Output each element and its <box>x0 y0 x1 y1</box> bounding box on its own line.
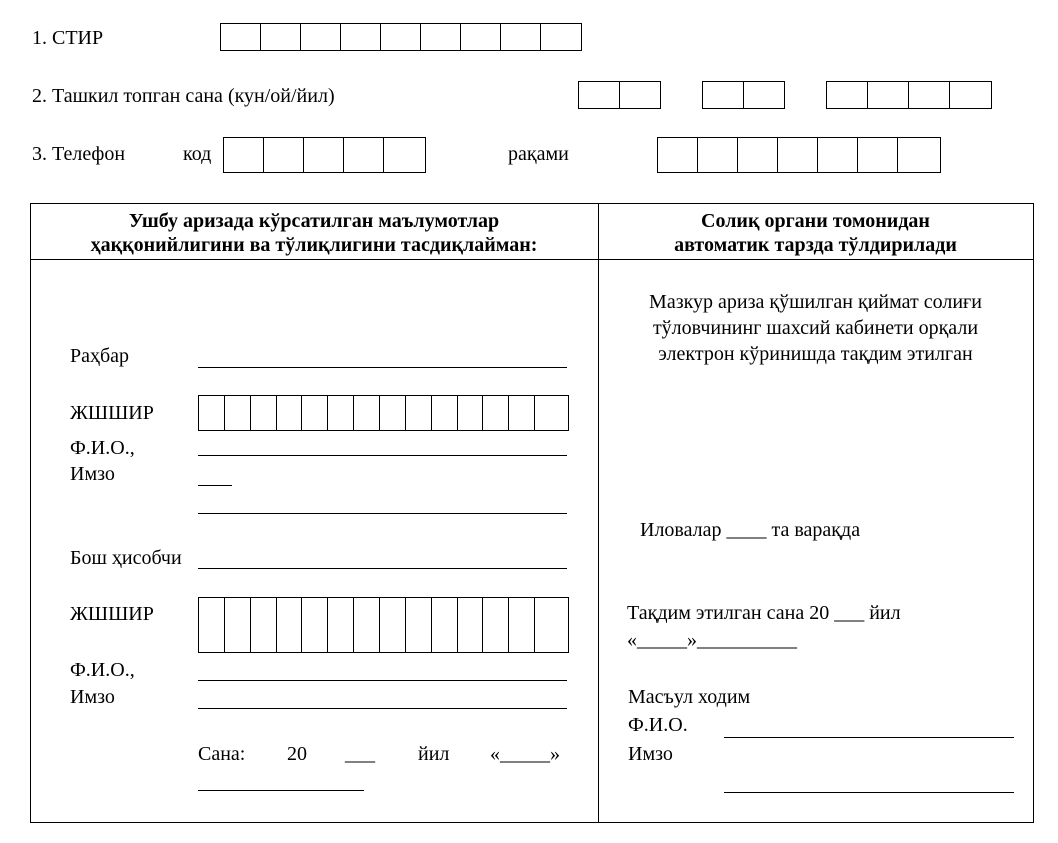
date-month-line[interactable] <box>198 790 364 791</box>
imzo-short-line-head[interactable] <box>198 485 232 486</box>
officer-fio-line[interactable] <box>724 737 1014 738</box>
head-signature-line[interactable] <box>198 367 567 368</box>
fio-label-accountant: Ф.И.О., <box>70 659 135 681</box>
stir-input-boxes[interactable] <box>220 23 582 51</box>
notice-line1: Мазкур ариза қўшилган қиймат солиғи <box>649 291 982 313</box>
jshshir-boxes-head[interactable] <box>198 395 569 431</box>
officer-imzo-line[interactable] <box>724 792 1014 793</box>
left-header-line2: ҳаққонийлигини ва тўлиқлигини тасдиқлайман: <box>90 234 538 256</box>
phone-number-label: рақами <box>508 143 569 165</box>
founded-date-label: 2. Ташкил топган сана (кун/ой/йил) <box>32 85 335 107</box>
table-left-border <box>30 203 31 823</box>
fio-line-accountant[interactable] <box>198 680 567 681</box>
table-bottom-border <box>30 822 1034 823</box>
date-year-word: йил <box>418 743 450 765</box>
fio-label-head: Ф.И.О., <box>70 437 135 459</box>
left-header-line1: Ушбу аризада кўрсатилган маълумотлар <box>128 210 500 232</box>
date-year-prefix: 20 <box>287 743 307 765</box>
head-label: Раҳбар <box>70 345 130 367</box>
phone-code-label: код <box>183 143 212 165</box>
date-label: Сана: <box>198 743 246 765</box>
imzo-label-head: Имзо <box>70 463 115 485</box>
jshshir-label-head: ЖШШИР <box>70 402 154 424</box>
date-day-blank[interactable]: «_____» <box>490 743 560 765</box>
right-header-line2: автоматик тарзда тўлдирилади <box>674 234 957 256</box>
table-right-border <box>1033 203 1034 823</box>
phone-number-boxes[interactable] <box>657 137 941 173</box>
table-top-border <box>30 203 1034 204</box>
founded-month-boxes[interactable] <box>702 81 785 109</box>
attachments-line: Иловалар ____ та варақда <box>640 519 861 541</box>
jshshir-label-accountant: ЖШШИР <box>70 603 154 625</box>
submitted-day-line: «_____»__________ <box>627 629 797 651</box>
jshshir-boxes-accountant[interactable] <box>198 597 569 653</box>
imzo-line-accountant[interactable] <box>198 708 567 709</box>
founded-day-boxes[interactable] <box>578 81 661 109</box>
phone-code-boxes[interactable] <box>223 137 426 173</box>
notice-line3: электрон кўринишда тақдим этилган <box>658 343 973 365</box>
submitted-date-line: Тақдим этилган сана 20 ___ йил <box>627 602 901 624</box>
officer-label: Масъул ходим <box>628 686 751 708</box>
imzo-label-accountant: Имзо <box>70 686 115 708</box>
phone-label: 3. Телефон <box>32 143 126 165</box>
table-header-divider <box>30 259 1034 260</box>
chief-accountant-label: Бош ҳисобчи <box>70 547 182 569</box>
fio-line-head[interactable] <box>198 455 567 456</box>
founded-year-boxes[interactable] <box>826 81 992 109</box>
chief-accountant-signature-line[interactable] <box>198 568 567 569</box>
right-header-line1: Солиқ органи томонидан <box>701 210 930 232</box>
imzo-line-head[interactable] <box>198 513 567 514</box>
date-year-blank[interactable]: ___ <box>345 743 375 765</box>
officer-fio-label: Ф.И.О. <box>628 714 688 736</box>
notice-line2: тўловчининг шахсий кабинети орқали <box>652 317 979 339</box>
stir-label: 1. СТИР <box>32 27 104 49</box>
officer-imzo-label: Имзо <box>628 743 673 765</box>
